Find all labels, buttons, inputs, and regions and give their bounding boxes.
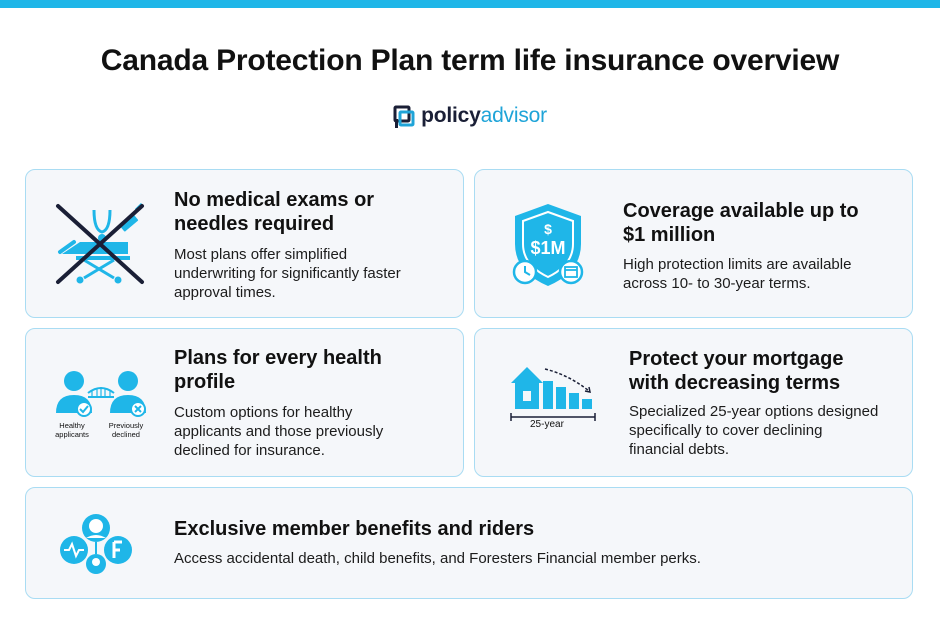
- card-desc-line: Specialized 25-year options designed: [629, 403, 879, 420]
- card-title: [174, 188, 374, 236]
- brand-name-part2: advisor: [480, 104, 547, 127]
- shield-dollar-text: $: [544, 221, 552, 237]
- health-profile-icon: [48, 367, 154, 421]
- top-accent-bar: [0, 0, 940, 8]
- card-desc-line: declined for insurance.: [174, 442, 325, 459]
- brand-logo: [0, 103, 940, 129]
- icon-label-line: applicants: [55, 430, 89, 439]
- shield-amount-text: $1M: [530, 238, 566, 258]
- decreasing-mortgage-icon: [509, 361, 597, 423]
- card-title-line: No medical exams or: [174, 189, 375, 211]
- card-description: [174, 403, 383, 460]
- card-title-line: profile: [174, 371, 236, 393]
- feature-card-coverage: [474, 169, 913, 318]
- shield-million-icon: [507, 200, 589, 290]
- card-description: [629, 402, 878, 459]
- feature-card-health-profile: [25, 328, 464, 477]
- card-desc-line: underwriting for significantly faster: [174, 265, 401, 282]
- icon-label-line: Previously: [108, 421, 144, 430]
- card-description: [623, 255, 851, 293]
- healthy-applicants-label: [50, 421, 94, 439]
- card-title: [174, 346, 382, 394]
- card-description: Access accidental death, child benefits, and Foresters Financial member perks.: [174, 550, 701, 567]
- member-benefits-icon: [56, 510, 136, 578]
- card-title: [629, 347, 843, 395]
- card-title-line: needles required: [174, 213, 335, 235]
- card-title-line: Coverage available up to: [623, 200, 859, 222]
- term-length-label: 25-year: [530, 419, 564, 430]
- card-title-line: $1 million: [623, 224, 716, 246]
- card-desc-line: across 10- to 30-year terms.: [623, 275, 811, 292]
- card-desc-line: applicants and those previously: [174, 423, 384, 440]
- previously-declined-label: [104, 421, 148, 439]
- card-desc-line: Custom options for healthy: [174, 404, 353, 421]
- card-title-line: Protect your mortgage: [629, 348, 844, 370]
- card-desc-line: Most plans offer simplified: [174, 246, 348, 263]
- feature-card-mortgage: [474, 328, 913, 477]
- card-desc-line: financial debts.: [629, 441, 730, 458]
- feature-card-no-medical: [25, 169, 464, 318]
- card-desc-line: High protection limits are available: [623, 256, 852, 273]
- card-desc-line: specifically to cover declining: [629, 422, 823, 439]
- policyadvisor-logo-icon: [393, 103, 415, 129]
- card-title: Exclusive member benefits and riders: [174, 518, 535, 540]
- card-desc-line: approval times.: [174, 284, 276, 301]
- feature-card-member-benefits: [25, 487, 913, 599]
- card-title: [623, 199, 859, 247]
- page-title: Canada Protection Plan term life insurance overview: [100, 44, 840, 77]
- brand-name-part1: policy: [421, 104, 481, 127]
- card-title-line: with decreasing terms: [629, 372, 841, 394]
- icon-label-line: declined: [112, 430, 140, 439]
- icon-label-line: Healthy: [59, 421, 85, 430]
- card-description: [174, 245, 401, 302]
- no-medical-exam-icon: [54, 202, 146, 286]
- card-title-line: Plans for every health: [174, 347, 382, 369]
